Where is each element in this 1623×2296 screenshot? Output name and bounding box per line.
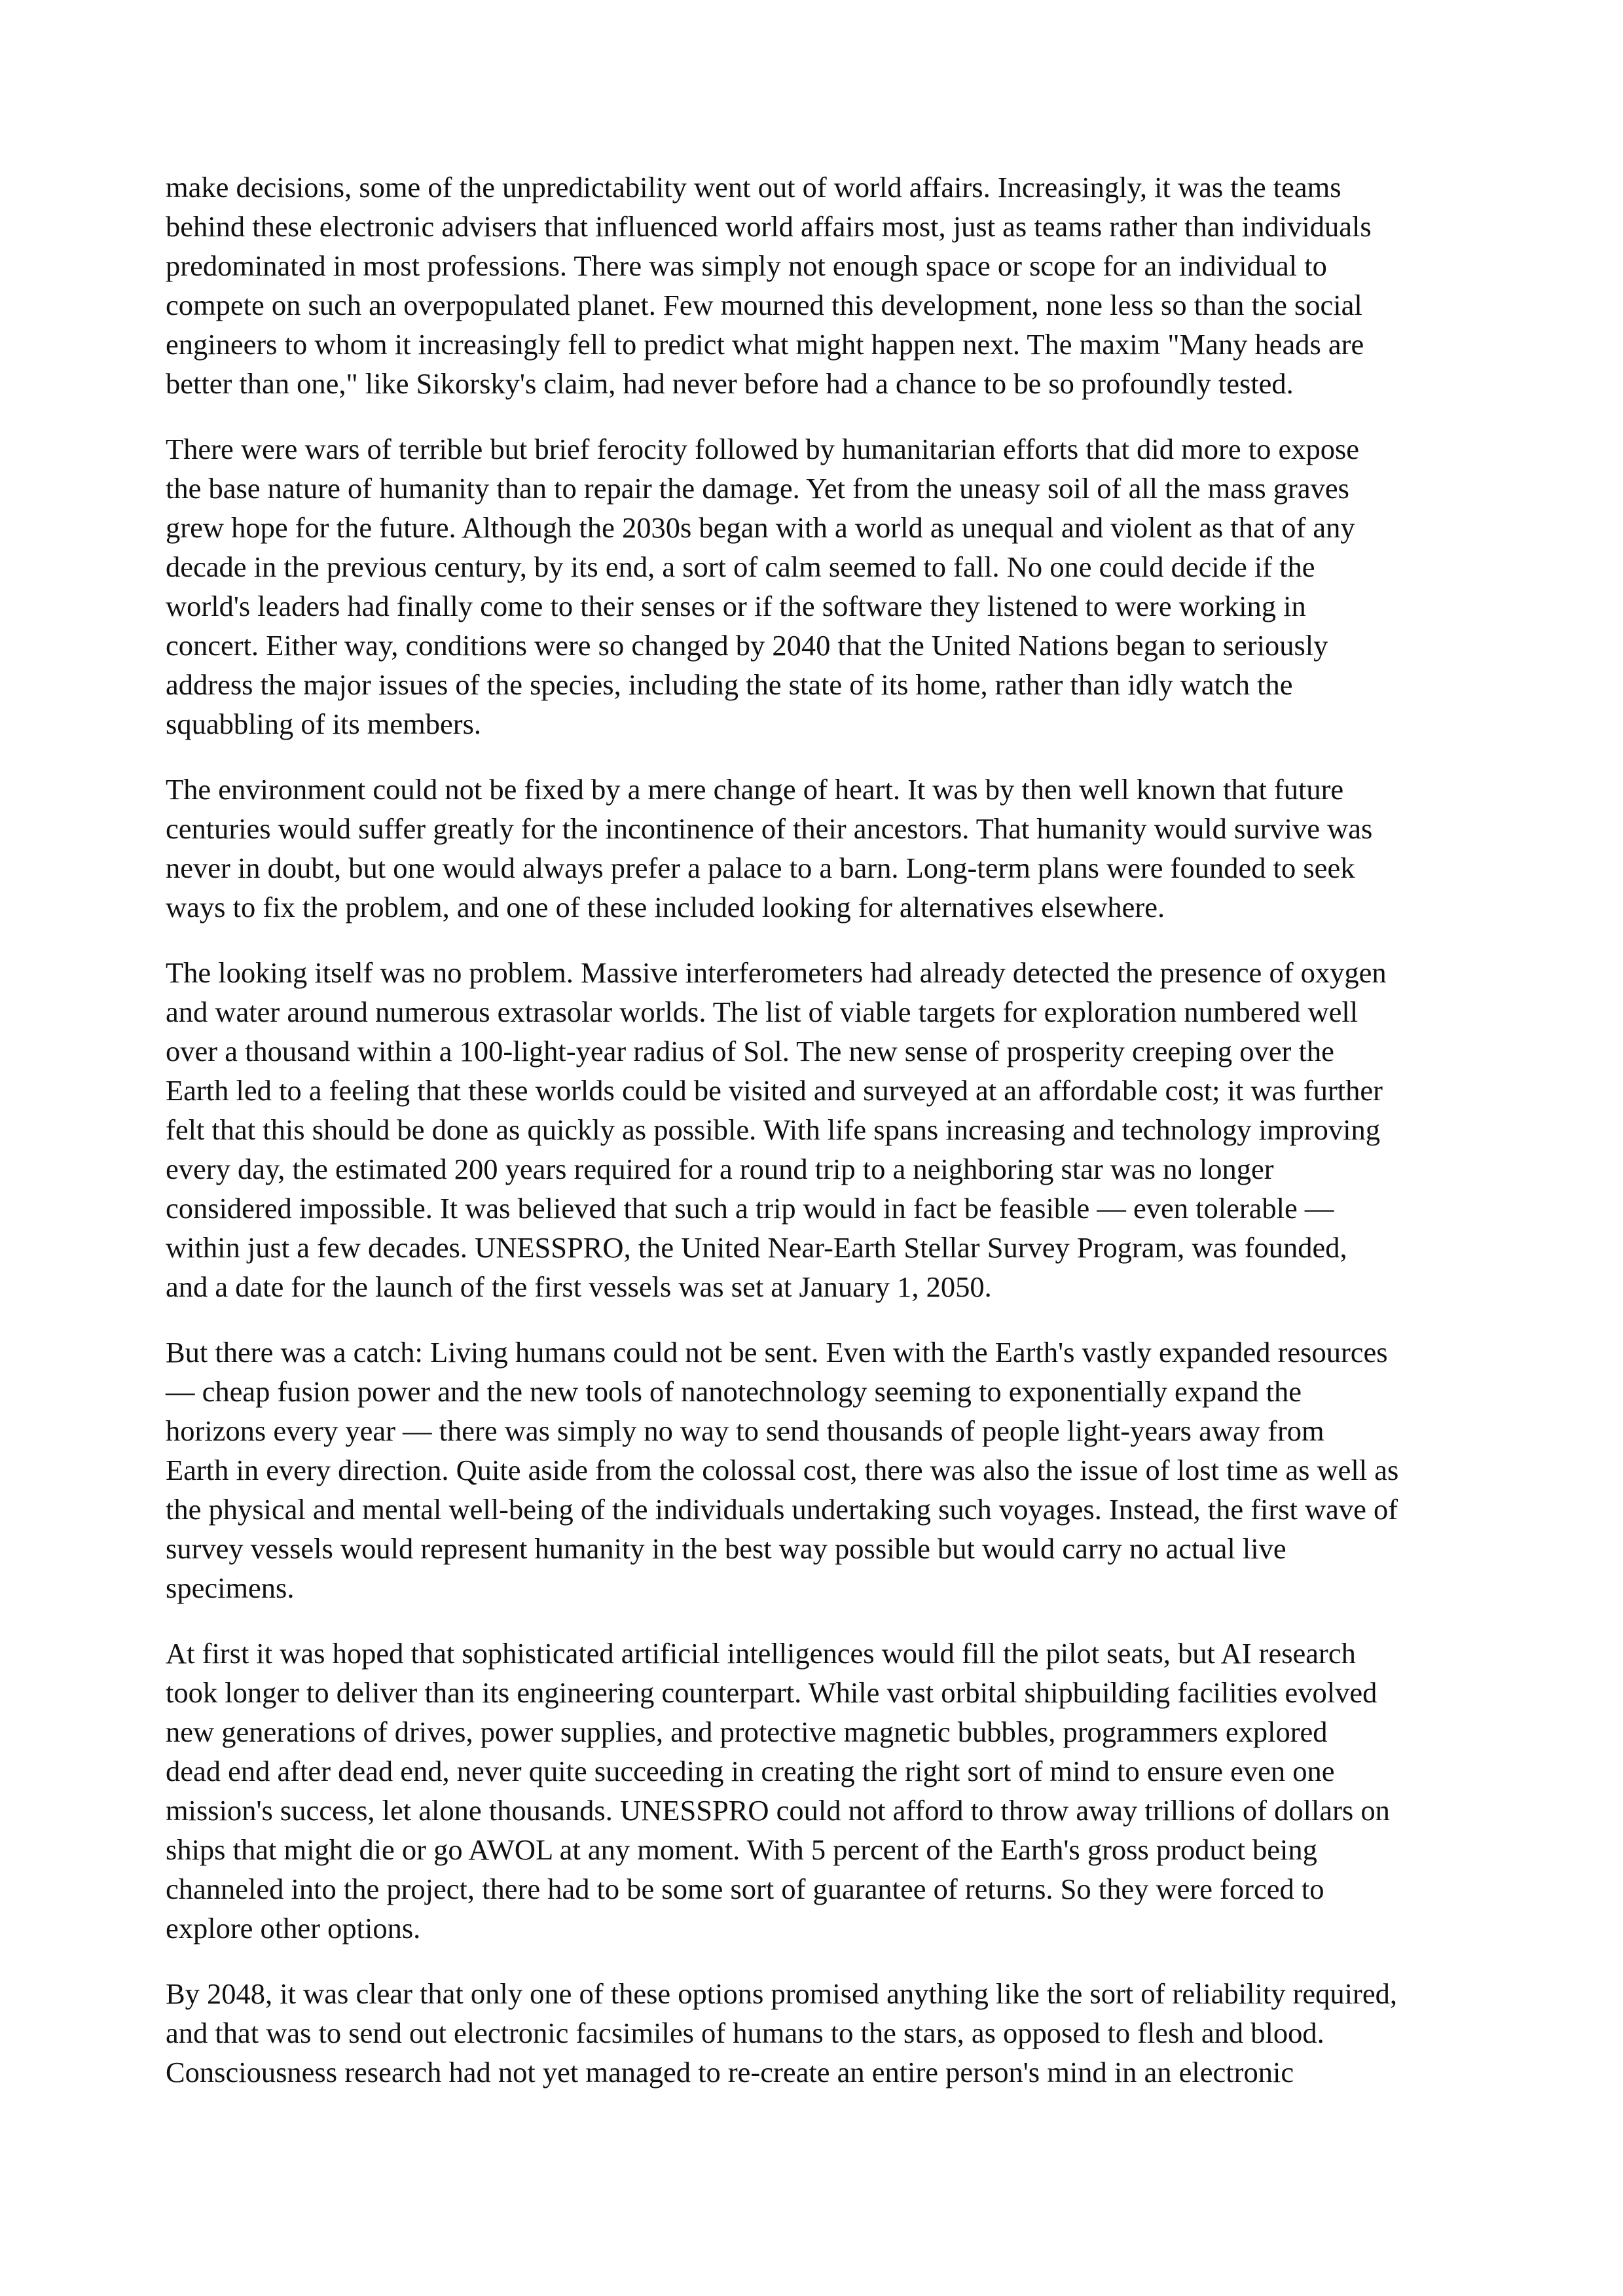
text-line: compete on such an overpopulated planet. Few mourned this development, none less so than the social — [166, 289, 1362, 321]
text-line: There were wars of terrible but brief ferocity followed by humanitarian efforts that did more to expose — [166, 433, 1360, 465]
text-line: never in doubt, but one would always prefer a palace to a barn. Long-term plans were founded to seek — [166, 852, 1355, 884]
text-line: ways to fix the problem, and one of these included looking for alternatives elsewhere. — [166, 891, 1165, 924]
text-line: behind these electronic advisers that influenced world affairs most, just as teams rather than individuals — [166, 210, 1372, 243]
text-line: engineers to whom it increasingly fell to predict what might happen next. The maxim "Many heads are — [166, 328, 1364, 361]
text-line: Earth led to a feeling that these worlds could be visited and surveyed at an affordable cost; it was further — [166, 1074, 1383, 1107]
text-line: address the major issues of the species, including the state of its home, rather than idly watch the — [166, 668, 1293, 701]
text-line: over a thousand within a 100-light-year radius of Sol. The new sense of prosperity creeping over the — [166, 1035, 1334, 1067]
text-line: centuries would suffer greatly for the incontinence of their ancestors. That humanity would survive was — [166, 812, 1373, 845]
body-text — [166, 168, 1468, 2092]
text-line: decade in the previous century, by its end, a sort of calm seemed to fall. No one could decide if the — [166, 550, 1315, 583]
text-line: At first it was hoped that sophisticated artificial intelligences would fill the pilot seats, but AI research — [166, 1637, 1356, 1670]
paragraph — [166, 1634, 1468, 1948]
text-line: horizons every year — there was simply no way to send thousands of people light-years away from — [166, 1414, 1324, 1447]
text-line: the base nature of humanity than to repair the damage. Yet from the uneasy soil of all the mass graves — [166, 472, 1349, 505]
text-line: and water around numerous extrasolar worlds. The list of viable targets for exploration numbered well — [166, 996, 1359, 1028]
text-line: and a date for the launch of the first vessels was set at January 1, 2050. — [166, 1270, 992, 1303]
text-line: squabbling of its members. — [166, 708, 482, 740]
paragraph — [166, 168, 1468, 403]
text-line: better than one," like Sikorsky's claim, had never before had a chance to be so profoundly tested. — [166, 367, 1294, 400]
text-line: make decisions, some of the unpredictability went out of world affairs. Increasingly, it was the teams — [166, 171, 1341, 204]
paragraph — [166, 953, 1468, 1306]
text-line: and that was to send out electronic facsimiles of humans to the stars, as opposed to flesh and blood. — [166, 2017, 1324, 2049]
paragraph — [166, 1333, 1468, 1607]
text-line: within just a few decades. UNESSPRO, the United Near-Earth Stellar Survey Program, was founded, — [166, 1231, 1347, 1264]
text-line: the physical and mental well-being of the individuals undertaking such voyages. Instead, the first wave of — [166, 1493, 1398, 1526]
text-line: dead end after dead end, never quite succeeding in creating the right sort of mind to ensure even one — [166, 1755, 1335, 1787]
text-line: world's leaders had finally come to their senses or if the software they listened to were working in — [166, 590, 1306, 622]
text-line: every day, the estimated 200 years required for a round trip to a neighboring star was no longer — [166, 1153, 1274, 1185]
text-line: explore other options. — [166, 1912, 421, 1945]
text-line: considered impossible. It was believed that such a trip would in fact be feasible — even tolerable — — [166, 1192, 1334, 1225]
text-line: The looking itself was no problem. Massive interferometers had already detected the presence of oxygen — [166, 956, 1387, 989]
text-line: specimens. — [166, 1571, 295, 1604]
text-line: Consciousness research had not yet managed to re-create an entire person's mind in an electronic — [166, 2056, 1294, 2089]
text-line: — cheap fusion power and the new tools of nanotechnology seeming to exponentially expand the — [166, 1375, 1302, 1408]
paragraph — [166, 1974, 1468, 2092]
text-line: Earth in every direction. Quite aside from the colossal cost, there was also the issue of lost time as well as — [166, 1454, 1399, 1486]
text-line: grew hope for the future. Although the 2030s began with a world as unequal and violent as that of any — [166, 511, 1355, 544]
text-line: predominated in most professions. There was simply not enough space or scope for an individual to — [166, 249, 1327, 282]
text-line: survey vessels would represent humanity in the best way possible but would carry no actual live — [166, 1532, 1286, 1565]
text-line: took longer to deliver than its engineering counterpart. While vast orbital shipbuilding facilities evolved — [166, 1676, 1377, 1709]
paragraph — [166, 429, 1468, 744]
text-line: mission's success, let alone thousands. UNESSPRO could not afford to throw away trillions of dollars on — [166, 1794, 1390, 1827]
text-line: But there was a catch: Living humans could not be sent. Even with the Earth's vastly expanded resources — [166, 1336, 1388, 1369]
text-line: concert. Either way, conditions were so changed by 2040 that the United Nations began to seriously — [166, 629, 1328, 662]
text-line: ships that might die or go AWOL at any moment. With 5 percent of the Earth's gross product being — [166, 1833, 1317, 1866]
text-line: felt that this should be done as quickly as possible. With life spans increasing and technology improving — [166, 1113, 1380, 1146]
paragraph — [166, 770, 1468, 927]
text-line: channeled into the project, there had to be some sort of guarantee of returns. So they were forced to — [166, 1873, 1324, 1905]
text-line: The environment could not be fixed by a mere change of heart. It was by then well known that future — [166, 773, 1344, 806]
text-line: By 2048, it was clear that only one of these options promised anything like the sort of reliability required, — [166, 1977, 1397, 2010]
text-line: new generations of drives, power supplies, and protective magnetic bubbles, programmers explored — [166, 1715, 1328, 1748]
